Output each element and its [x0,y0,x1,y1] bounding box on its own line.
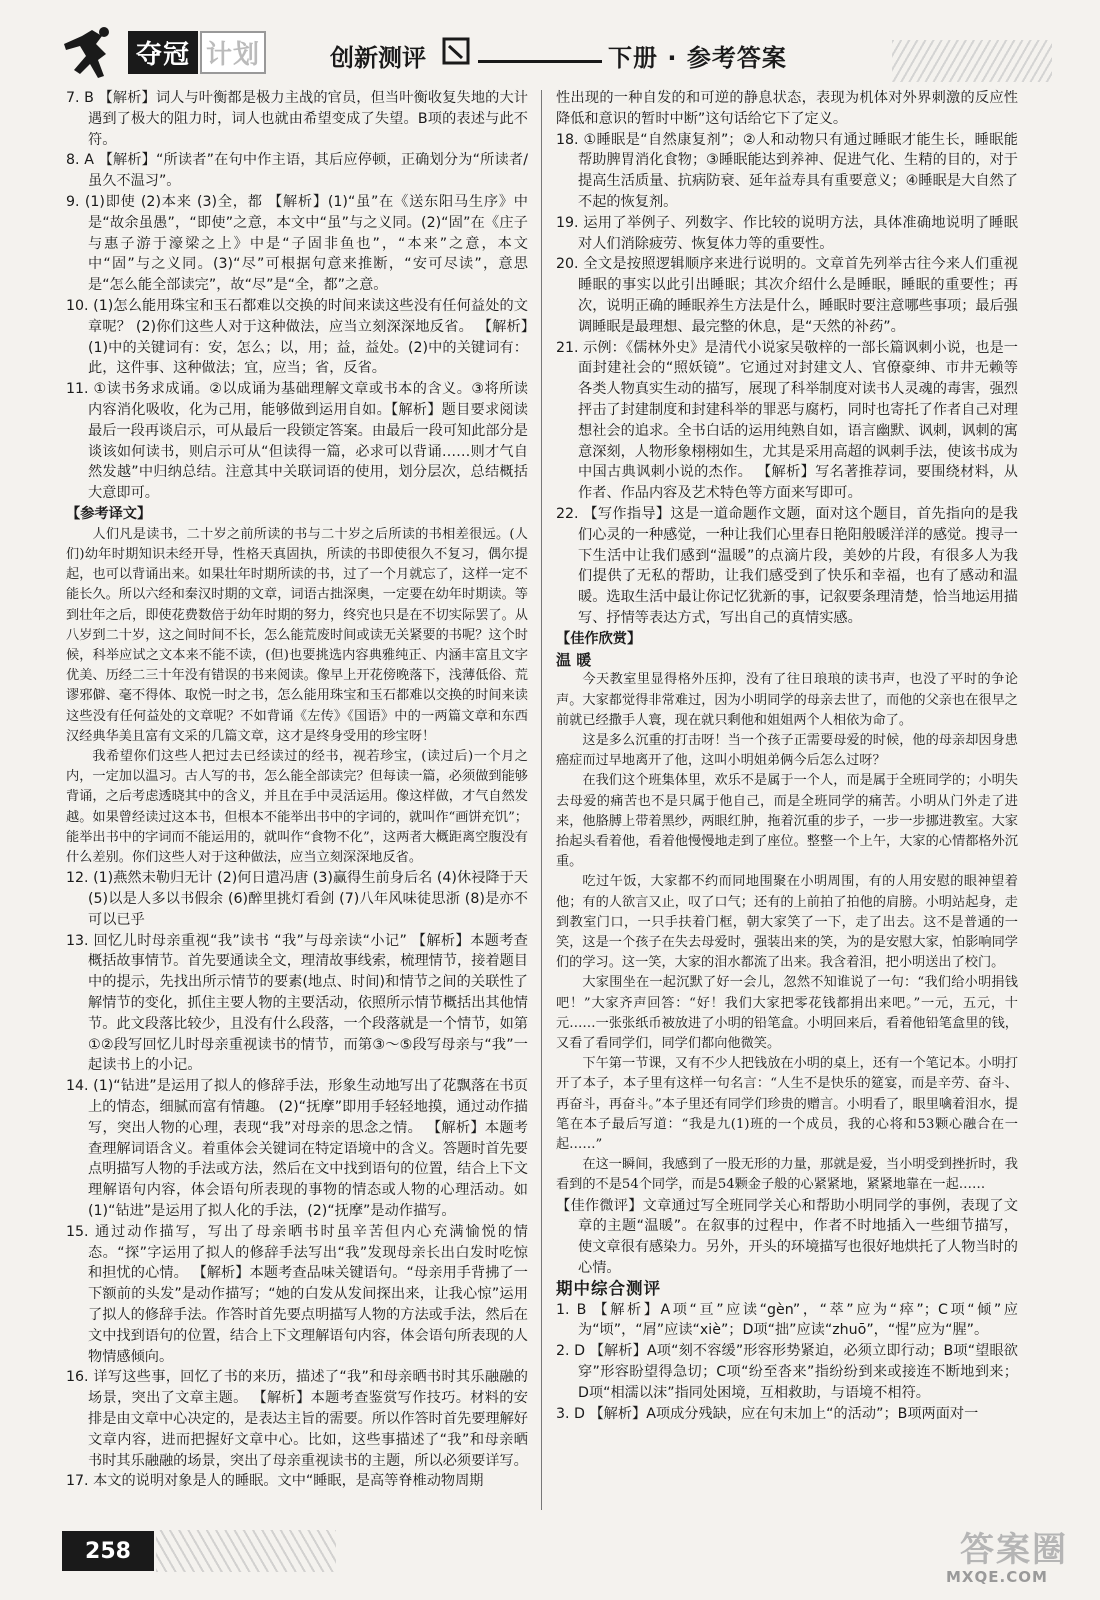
pencil-box-icon [442,36,472,66]
brand-logo-secondary: 计划 [200,31,266,74]
answer-item: 18. ①睡眠是“自然康复剂”；②人和动物只有通过睡眠才能生长，睡眠能帮助脾胃消化食物；③睡眠能达到养神、促进气化、生精的目的，对于提高生活质量、抗病防衰、延年益寿具有重要意义；④睡眠是大自然了不起的恢复剂。 [556,131,1018,210]
answer-item: 9. (1)即使 (2)本来 (3)全，都 【解析】(1)“虽”在《送东阳马生序》中是“故余虽愚”，“即使”之意，本文中“虽”与之义同。(2)“固”在《庄子与惠子游于濠梁之上》中是“子固非鱼也”，“本来”之意，本文中“固”与之义同。(3)“尽”可根据句意来推断，“安可尽读”，意思是“怎么能全部读完”，故“尽”是“全，都”之意。 [66,193,528,294]
translation-paragraph: 下午第一节课，又有不少人把钱放在小明的桌上，还有一个笔记本。小明打开了本子，本子里有这样一句名言：“人生不是快乐的筵宴，而是辛劳、奋斗、再奋斗，再奋斗。”本子里还有同学们珍贵的赠言。小明看了，眼里噙着泪水，提笔在本子最后写道：“我是九(1)班的一个成员，我的心将和53颗心融合在一起……” [556,1056,1018,1152]
answer-item: 17. 本文的说明对象是人的睡眠。文中“睡眠，是高等脊椎动物周期 [66,1473,484,1490]
answer-item: 14. (1)“钻进”是运用了拟人的修辞手法，形象生动地写出了花飘落在书页上的情态，细腻而富有情趣。 (2)“抚摩”即用手轻轻地摸，通过动作描写，突出人物的心理，表现“我”对母亲的思念之情。 【解析】本题考查理解词语含义。着重体会关键词在特定语境中的含义。答题时首先要点明描写人物的手法或方法，然后在文中找到语句的位置，结合上下文理解语句内容，体会语句所表现的事物的情态或人物的心理活动。如(1)“钻进”是运用了拟人化的手法，(2)“抚摩”是动作描写。 [66,1078,528,1219]
translation-paragraph: 人们凡是读书，二十岁之前所读的书与二十岁之后所读的书相差很远。(人们)幼年时期知识未经开导，性格天真固执，所读的书即使很久不复习，偶尔提起，也可以背诵出来。如果壮年时期所读的书，过了一个月就忘了，这样一定不能长久。所以六经和秦汉时期的文章，词语古拙深奥，一定要在幼年时期读。等到壮年之后，即使花费数倍于幼年时期的努力，终究也只是在不切实际罢了。从八岁到二十岁，这之间时间不长，怎么能荒废时间或读无关紧要的书呢？这个时候，科举应试之文本来不能不读，(但)也要挑选内容典雅纯正、内涵丰富且文字优美、历经二三十年没有错误的书来阅读。像早上开花傍晚落下，浅薄低俗、荒谬邪僻、毫不得体、取悦一时之书，怎么能用珠宝和玉石都难以交换的时间来读这些没有任何益处的文章呢？不如背诵《左传》《国语》中的一两篇文章和东西汉经典华美且富有文采的几篇文章，这才是终身受用的珍宝呀！ [66,526,528,744]
answer-item: 16. 详写这些事，回忆了书的来历，描述了“我”和母亲晒书时其乐融融的场景，突出了文章主题。 【解析】本题考查鉴赏写作技巧。材料的安排是由文章中心决定的，是表达主旨的需要。所以作答时首先要理解好文章内容，进而把握好文章中心。比如，这些事描述了“我”和母亲晒书时其乐融融的场景，突出了母亲重视读书的主题，所以必须要详写。 [66,1369,528,1469]
brand-logo [128,32,266,72]
subsection-heading: 【佳作欣赏】 [556,630,642,647]
answer-item: 15. 通过动作描写，写出了母亲晒书时虽辛苦但内心充满愉悦的情态。“探”字运用了拟人的修辞手法写出“我”发现母亲长出白发时吃惊和担忧的心情。 【解析】本题考查品味关键语句。“母亲用手背拂了一下额前的头发”是动作描写；“她的白发从发间探出来，让我心惊”运用了拟人的修辞手法。作答时首先要点明描写人物的方法或手法，然后在文中找到语句的位置，结合上下文理解语句内容，体会语句所表现的人物情感倾向。 [66,1223,528,1365]
answer-item: 7. B 【解析】词人与叶衡都是极力主战的官员，但当叶衡收复失地的大计遇到了极大的阻力时，词人也就由希望变成了失望。B项的表述与此不符。 [66,90,528,148]
answer-item: 8. A 【解析】“所读者”在句中作主语，其后应停顿，正确划分为“所读者/虽久不温习”。 [66,152,528,190]
watermark-logo: 答案圈 [960,1530,1068,1570]
answer-item: 19. 运用了举例子、列数字、作比较的说明方法，具体准确地说明了睡眠对人们消除疲劳、恢复体力等的重要性。 [556,214,1018,252]
answer-item: 21. 示例：《儒林外史》是清代小说家吴敬梓的一部长篇讽刺小说，也是一面封建社会的“照妖镜”。它通过对封建文人、官僚豪绅、市井无赖等各类人物真实生动的描写，展现了科举制度对读书人灵魂的毒害，强烈抨击了封建制度和封建科举的罪恶与腐朽，同时也寄托了作者自己对理想社会的追求。全书白话的运用纯熟自如，语言幽默、讽刺，讽刺的寓意深刻，人物形象栩栩如生，尤其是采用高超的讽刺手法，使该书成为中国古典讽刺小说的杰作。 【解析】写名著推荐词，要围绕材料，从作者、作品内容及艺术特色等方面来写即可。 [556,339,1018,502]
answer-item: 13. 回忆儿时母亲重视“我”读书 “我”与母亲读“小记” 【解析】本题考查概括故事情节。首先要通读全文，理清故事线索，梳理情节，接着题目中的提示，先找出所示情节的要素(地点、时间)和情节之间的关联性了解情节的变化，抓住主要人物的主要活动，依照所示情节概括出其他情节。此文段落比较少，且没有什么段落，一个段落就是一个情节，如第①②段写回忆儿时母亲重视读书的情节，而第③～⑤段写母亲与“我”一起读书上的小记。 [66,932,528,1074]
brand-logo-main: 夺冠 [128,31,198,74]
answer-item: 【佳作微评】文章通过写全班同学关心和帮助小明同学的事例，表现了文章的主题“温暖”。在叙事的过程中，作者不时地插入一些细节描写，使文章很有感染力。另外，开头的环境描写也很好地烘托了人物当时的心情。 [556,1197,1018,1276]
header-decoration [892,40,1052,82]
header-title: 下册 · 参考答案 [608,44,787,72]
answer-item: 20. 全文是按照逻辑顺序来进行说明的。文章首先列举古往今来人们重视睡眠的事实以此引出睡眠；其次介绍什么是睡眠，睡眠的重要性；再次，说明正确的睡眠养生方法是什么，睡眠时要注意哪些事项；最后强调睡眠是最理想、最完整的休息，是“天然的补药”。 [556,256,1018,335]
answer-continuation: 性出现的一种自发的和可逆的静息状态，表现为机体对外界刺激的反应性降低和意识的暂时中断”这句话给它下了定义。 [556,90,1018,127]
subsection-heading: 【参考译文】 [66,505,152,522]
translation-paragraph: 今天教室里显得格外压抑，没有了往日琅琅的读书声，也没了平时的争论声。大家都觉得非常难过，因为小明同学的母亲去世了，而他的父亲也在很早之前就已经撒手人寰，现在就只剩他和姐姐两个人相依为命了。 [556,672,1018,728]
left-column [66,88,528,1492]
running-figure-icon [62,26,120,82]
translation-paragraph: 大家围坐在一起沉默了好一会儿，忽然不知谁说了一句：“我们给小明捐钱吧！”大家齐声回答：“好！我们大家把零花钱都捐出来吧。”一元，五元，十元……一张张纸币被放进了小明的铅笔盒。小明回来后，看着他铅笔盒里的钱，又看了看同学们，同学们都向他微笑。 [556,975,1018,1051]
translation-paragraph: 在这一瞬间，我感到了一股无形的力量，那就是爱，当小明受到挫折时，我看到的不是54个同学，而是54颗金子般的心紧紧地，紧紧地靠在一起…… [556,1157,1018,1193]
answer-item: 11. ①读书务求成诵。②以成诵为基础理解文章或书本的含义。③将所读内容消化吸收，化为己用，能够做到运用自如。【解析】题目要求阅读最后一段再谈启示，可从最后一段锁定答案。由最后一段可知此部分是谈该如何读书，则启示可从“但读得一篇，必求可以背诵……则才气自然发越”中归纳总结。注意其中关联词语的使用，划分层次，总结概括大意即可。 [66,381,528,502]
section-heading: 期中综合测评 [556,1278,661,1298]
footer-decoration [156,1530,336,1572]
translation-paragraph: 这是多么沉重的打击呀！当一个孩子正需要母爱的时候，他的母亲却因身患癌症而过早地离开了他，这叫小明姐弟俩今后怎么过呀？ [556,732,1018,769]
answer-item: 10. (1)怎么能用珠宝和玉石都难以交换的时间来读这些没有任何益处的文章呢？ (2)你们这些人对于这种做法，应当立刻深深地反省。 【解析】(1)中的关键词有：安，怎么；以，用；益，益处。(2)中的关键词有：此，这件事、这种做法；宜，应当；省，反省。 [66,297,528,377]
page-header [62,22,1052,84]
translation-paragraph: 我希望你们这些人把过去已经读过的经书，视若珍宝，(读过后)一个月之内，一定加以温习。古人写的书，怎么能全部读完？但每读一篇，必须做到能够背诵，之后考虑透晓其中的含义，并且在手中灵活运用。像这样做，才气自然发越。如果曾经读过这本书，但根本不能举出书中的字词的，就叫作“画饼充饥”；能举出书中的字词而不能运用的，就叫作“食物不化”，这两者大概距离空腹没有什么差别。你们这些人对于这种做法，应当立刻深深地反省。 [66,748,528,865]
answer-item: 2. D 【解析】A项“刻不容缓”形容形势紧迫，必须立即行动；B项“望眼欲穿”形容盼望得急切；C项“纷至沓来”指纷纷到来或接连不断地到来；D项“相濡以沫”指同处困境，互相救助，与语境不相符。 [556,1343,1018,1401]
right-column [556,88,1018,1424]
brand-subtitle: 创新测评 [330,44,426,72]
answer-item: 22. 【写作指导】这是一道命题作文题，面对这个题目，首先指向的是我们心灵的一种感觉，一种让我们心里春日艳阳般暖洋洋的感觉。搜寻一下生活中让我们感到“温暖”的点滴片段，美妙的片段，有很多人为我们提供了无私的帮助，让我们感受到了快乐和幸福，也有了感动和温暖。选取生活中最让你记忆犹新的事，记叙要条理清楚，恰当地运用描写、抒情等表达方式，写出自己的真情实感。 [556,505,1018,626]
header-rule [478,60,602,63]
essay-title: 温 暖 [556,650,592,669]
answer-item: 1. B 【解析】A项“亘”应读“gèn”，“萃”应为“瘁”；C项“倾”应为“顷”，“屑”应读“xiè”；D项“拙”应读“zhuō”，“惺”应为“腥”。 [556,1301,1018,1339]
answer-item: 12. (1)燕然未勒归无计 (2)何日遣冯唐 (3)赢得生前身后名 (4)休祲降于天 (5)以是人多以书假余 (6)醉里挑灯看剑 (7)八年风味徒思浙 (8)是亦不可以已乎 [66,870,528,928]
translation-paragraph: 在我们这个班集体里，欢乐不是属于一个人，而是属于全班同学的；小明失去母爱的痛苦也不是只属于他自己，而是全班同学的痛苦。小明从门外走了进来，他胳膊上带着黑纱，两眼红肿，拖着沉重的步子，一步一步挪进教室。大家抬起头看着他，看着他慢慢地走到了座位。整整一个上午，大家的心情都格外沉重。 [556,773,1018,870]
column-divider [541,90,542,1510]
watermark-url: MXQE.COM [946,1568,1048,1586]
page-number: 258 [62,1531,154,1571]
answer-item: 3. D 【解析】A项成分残缺，应在句末加上“的活动”；B项两面对一 [556,1405,979,1422]
translation-paragraph: 吃过午饭，大家都不约而同地围聚在小明周围，有的人用安慰的眼神望着他；有的人欲言又止，叹了口气；还有的上前拍了拍他的肩膀。小明站起身，走到教室门口，一只手扶着门框，朝大家笑了一下，走了出去。这不是普通的一笑，这是一个孩子在失去母爱时，强装出来的笑，为的是安慰大家，怕影响同学们的学习。这一笑，大家的泪水都流了出来。我含着泪，把小明送出了校门。 [556,874,1018,971]
